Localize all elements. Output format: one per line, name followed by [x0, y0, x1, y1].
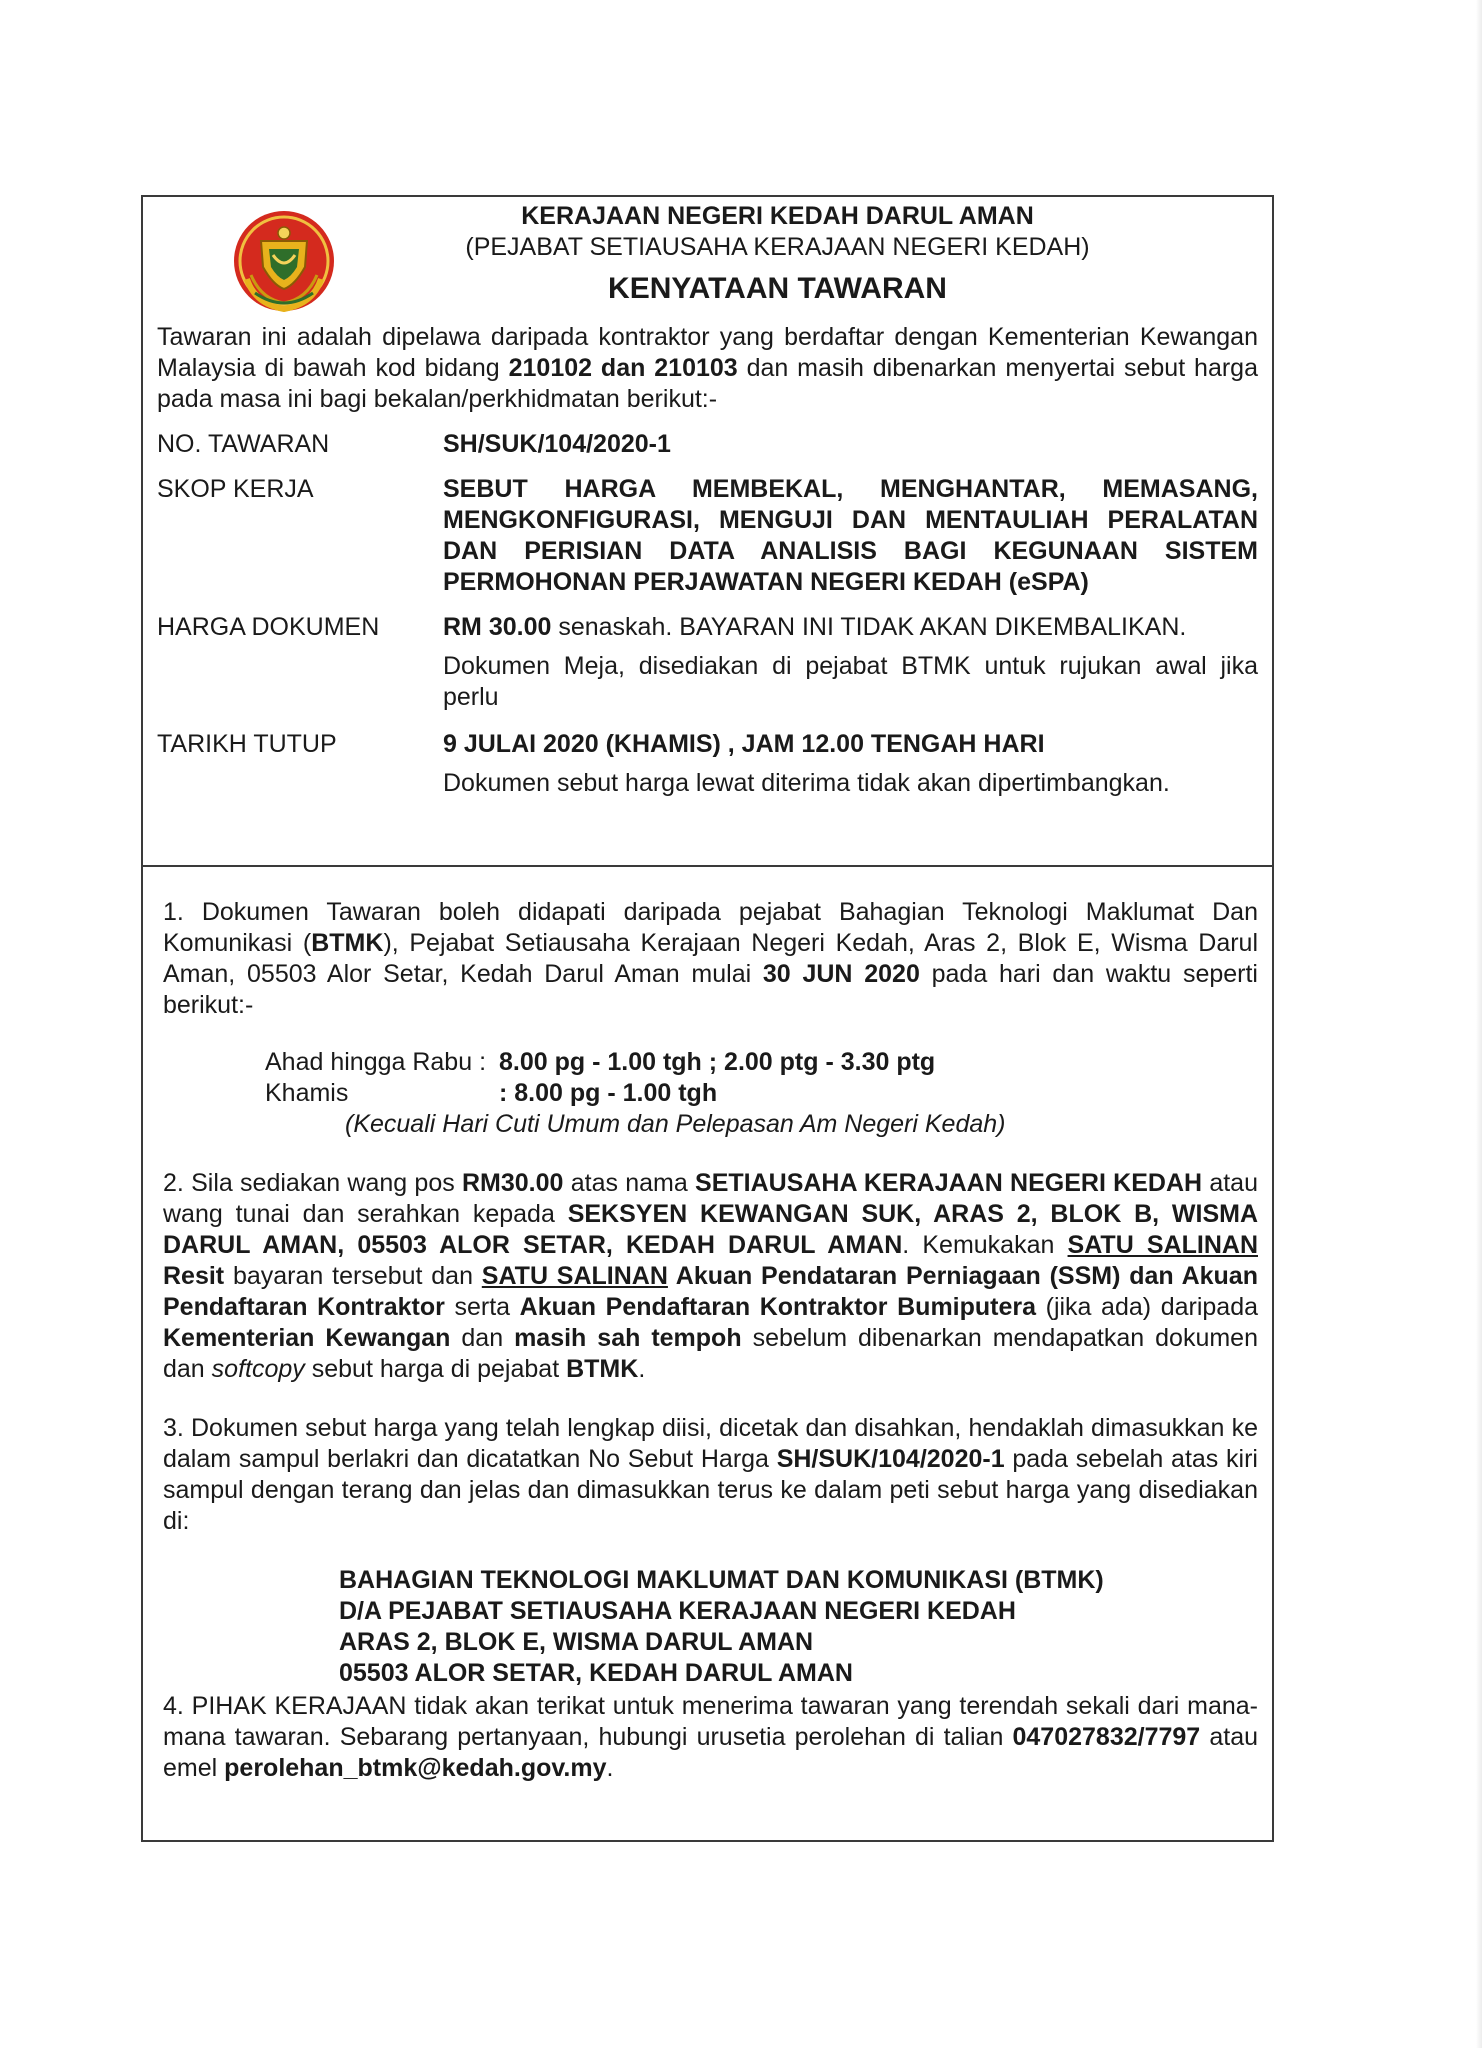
page-edge [1476, 0, 1482, 2048]
p2-text-e: bayaran tersebut dan [224, 1262, 482, 1290]
notice-body [143, 867, 1272, 1784]
hours-time-2: : 8.00 pg - 1.00 tgh [499, 1079, 718, 1107]
address-line-4: 05503 ALOR SETAR, KEDAH DARUL AMAN [339, 1659, 853, 1687]
p3-text-a: 3. Dokumen sebut harga yang telah lengkap diisi, dicetak dan disahkan, hendaklah dimasukkan ke dalam sampul berlakri dan dicatatkan No Sebut Harga [163, 1414, 1258, 1473]
p3-text-b: pada sebelah atas kiri sampul dengan terang dan jelas dan dimasukkan terus ke dalam peti sebut harga yang disediakan di: [163, 1445, 1258, 1535]
no-tawaran-value: SH/SUK/104/2020-1 [443, 430, 671, 458]
p2-ministry: Kementerian Kewangan [163, 1324, 451, 1352]
paragraph-1 [163, 897, 1258, 1021]
p3-reference: SH/SUK/104/2020-1 [776, 1445, 1005, 1473]
skop-kerja-value: SEBUT HARGA MEMBEKAL, MENGHANTAR, MEMASANG, MENGKONFIGURASI, MENGUJI DAN MENTAULIAH PERALATAN DAN PERISIAN DATA ANALISIS BAGI KEGUNAAN SISTEM PERMOHONAN PERJAWATAN NEGERI KEDAH (eSPA) [443, 475, 1258, 596]
p2-text-h: dan [450, 1324, 515, 1352]
tarikh-tutup-value [443, 729, 1258, 799]
notice-frame [141, 195, 1274, 1842]
harga-dokumen-value [443, 612, 1258, 713]
tarikh-tutup-label: TARIKH TUTUP [157, 730, 337, 758]
skop-kerja-label: SKOP KERJA [157, 475, 314, 503]
p1-text-c: pada hari dan waktu seperti berikut:- [163, 960, 1258, 1019]
p2-ssm: Akuan Pendataran Perniagaan (SSM) dan Akuan Pendaftaran Kontraktor [163, 1262, 1258, 1321]
address-line-2: D/A PEJABAT SETIAUSAHA KERAJAAN NEGERI KEDAH [339, 1597, 1016, 1625]
hours-row-1 [265, 1047, 1258, 1078]
p2-resit: Resit [163, 1262, 225, 1290]
p2-text-j: sebut harga di pejabat [304, 1355, 567, 1383]
p1-text-b: ), Pejabat Setiausaha Kerajaan Negeri Kedah, Aras 2, Blok E, Wisma Darul Aman, 05503 Alor Setar, Kedah Darul Aman mulai [163, 929, 1259, 988]
intro-paragraph [157, 322, 1258, 415]
p2-text-d: . Kemukakan [902, 1231, 1068, 1259]
no-tawaran-row [157, 429, 1258, 460]
office-name: (PEJABAT SETIAUSAHA KERAJAAN NEGERI KEDAH) [465, 233, 1090, 261]
hours-note: (Kecuali Hari Cuti Umum dan Pelepasan Am Negeri Kedah) [345, 1110, 1006, 1138]
harga-text: senaskah. BAYARAN INI TIDAK AKAN DIKEMBALIKAN. [551, 613, 1187, 641]
closing-date: 9 JULAI 2020 (KHAMIS) , JAM 12.00 TENGAH HARI [443, 730, 1045, 758]
p4-text-b: atau emel [163, 1723, 1258, 1782]
hours-row-2 [265, 1078, 1258, 1109]
p2-payee: SETIAUSAHA KERAJAAN NEGERI KEDAH [695, 1169, 1203, 1197]
address-line-1: BAHAGIAN TEKNOLOGI MAKLUMAT DAN KOMUNIKASI (BTMK) [339, 1566, 1104, 1594]
government-name: KERAJAAN NEGERI KEDAH DARUL AMAN [521, 202, 1034, 230]
p2-amount: RM30.00 [462, 1169, 564, 1197]
p2-copy-1: SATU SALINAN [1067, 1231, 1258, 1259]
p2-bumiputera: Akuan Pendaftaran Kontraktor Bumiputera [519, 1293, 1037, 1321]
p2-text-b: atas nama [563, 1169, 696, 1197]
p4-text-a: 4. PIHAK KERAJAAN tidak akan terikat untuk menerima tawaran yang terendah sekali dari mana-mana tawaran. Sebarang pertanyaan, hubungi urusetia perolehan di talian [163, 1692, 1258, 1751]
hours-day-1: Ahad hingga Rabu : [265, 1048, 487, 1076]
hours-time-1: 8.00 pg - 1.00 tgh ; 2.00 ptg - 3.30 ptg [499, 1048, 936, 1076]
p2-text-k: . [638, 1355, 646, 1383]
p2-text-a: 2. Sila sediakan wang pos [163, 1169, 462, 1197]
p4-text-c: . [606, 1754, 614, 1782]
address-line-3: ARAS 2, BLOK E, WISMA DARUL AMAN [339, 1628, 814, 1656]
paragraph-2 [163, 1168, 1258, 1385]
intro-text-a: Tawaran ini adalah dipelawa daripada kontraktor yang berdaftar dengan Kementerian Kewangan Malaysia di bawah kod bidang [157, 323, 1258, 382]
notice-title: KENYATAAN TAWARAN [608, 272, 947, 305]
p2-text-f: serta [444, 1293, 520, 1321]
contact-email: perolehan_btmk@kedah.gov.my [224, 1754, 607, 1782]
p1-start-date: 30 JUN 2020 [762, 960, 920, 988]
harga-amount: RM 30.00 [443, 613, 552, 641]
field-codes: 210102 dan 210103 [508, 354, 738, 382]
harga-dokumen-label: HARGA DOKUMEN [157, 613, 380, 641]
p2-text-i: sebelum dibenarkan mendapatkan dokumen dan [163, 1324, 1258, 1383]
paragraph-4 [163, 1691, 1258, 1784]
hours-day-2: Khamis [265, 1079, 349, 1107]
closing-note: Dokumen sebut harga lewat diterima tidak akan dipertimbangkan. [443, 769, 1170, 797]
tarikh-tutup-row [157, 729, 1258, 799]
harga-note: Dokumen Meja, disediakan di pejabat BTMK untuk rujukan awal jika perlu [443, 652, 1258, 711]
contact-phone: 047027832/7797 [1012, 1723, 1201, 1751]
no-tawaran-label: NO. TAWARAN [157, 430, 330, 458]
p1-btmk: BTMK [311, 929, 384, 957]
paragraph-3 [163, 1413, 1258, 1537]
harga-dokumen-row [157, 612, 1258, 713]
p2-valid: masih sah tempoh [514, 1324, 742, 1352]
intro-text-b: dan masih dibenarkan menyertai sebut harga pada masa ini bagi bekalan/perkhidmatan berikut:- [157, 354, 1258, 413]
p2-softcopy: softcopy [211, 1355, 305, 1383]
kedah-crest-icon [225, 209, 343, 317]
office-hours [265, 1047, 1258, 1140]
notice-header-section [143, 197, 1272, 867]
p2-text-g: (jika ada) daripada [1036, 1293, 1258, 1321]
p2-copy-2: SATU SALINAN [481, 1262, 668, 1290]
p2-text-c: atau wang tunai dan serahkan kepada [163, 1169, 1258, 1228]
p2-btmk: BTMK [566, 1355, 639, 1383]
skop-kerja-row [157, 474, 1258, 598]
submission-address [339, 1565, 1258, 1689]
p2-department: SEKSYEN KEWANGAN SUK, ARAS 2, BLOK B, WISMA DARUL AMAN, 05503 ALOR SETAR, KEDAH DARUL AMAN [163, 1200, 1259, 1259]
p1-text-a: 1. Dokumen Tawaran boleh didapati daripada pejabat Bahagian Teknologi Maklumat Dan Komunikasi ( [163, 898, 1258, 957]
